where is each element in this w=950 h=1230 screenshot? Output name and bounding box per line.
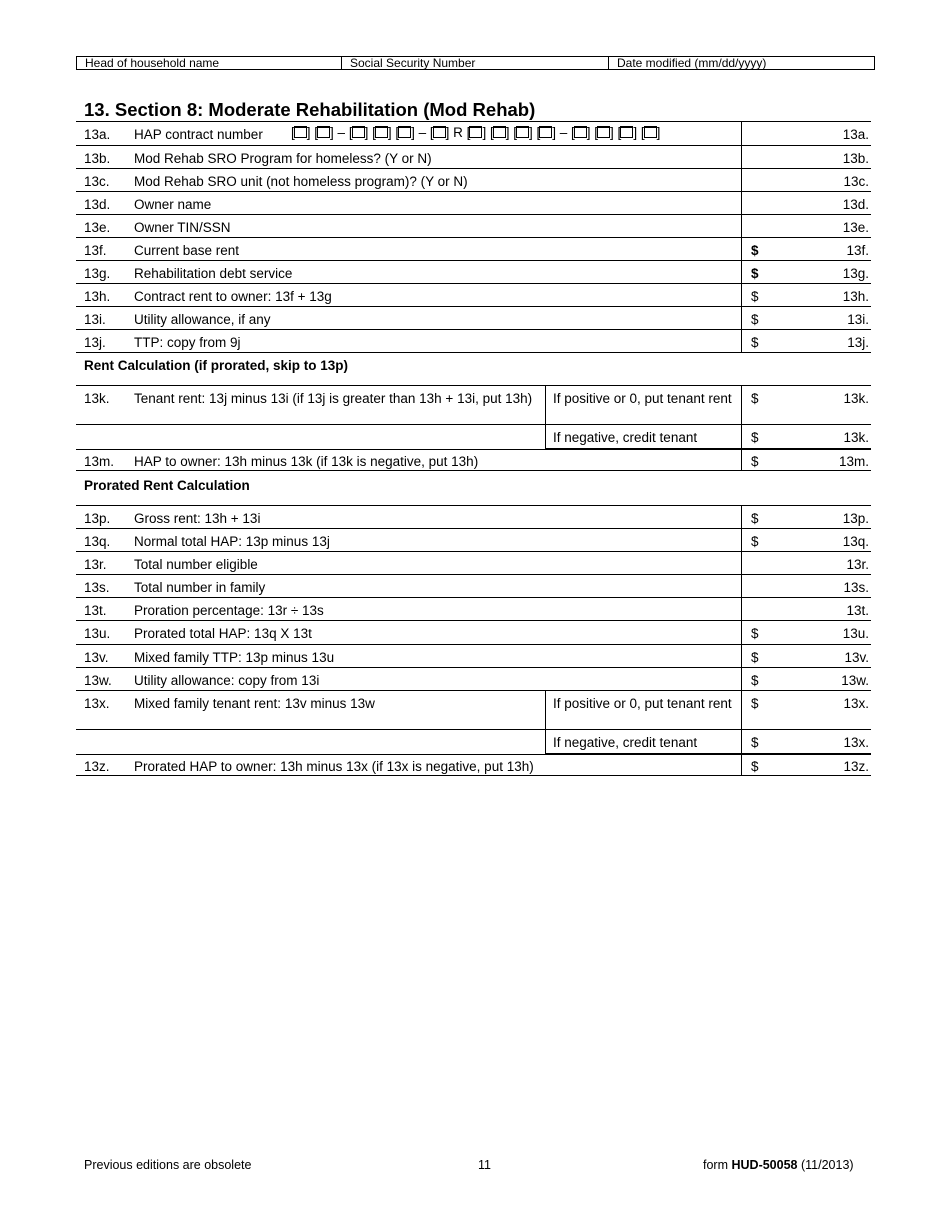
amount-cell[interactable] xyxy=(741,621,872,645)
row-ref: 13g. xyxy=(842,266,869,281)
row-number: 13x. xyxy=(84,696,110,711)
row-13b xyxy=(76,146,871,169)
row-label: Owner TIN/SSN xyxy=(134,220,231,235)
dollar-sign: $ xyxy=(751,266,759,281)
row-ref: 13a. xyxy=(842,127,869,142)
row-label: Prorated HAP to owner: 13h minus 13x (if 13x is negative, put 13h) xyxy=(134,759,534,774)
amount-cell[interactable] xyxy=(741,645,872,668)
dollar-sign: $ xyxy=(751,243,759,258)
row-label: Rehabilitation debt service xyxy=(134,266,293,281)
row-ref: 13b. xyxy=(842,151,869,166)
dollar-sign: $ xyxy=(751,511,759,526)
prorated-rent-heading: Prorated Rent Calculation xyxy=(84,478,250,493)
row-13x-positive xyxy=(76,691,871,730)
row-ref: 13p. xyxy=(842,511,869,526)
row-label: Owner name xyxy=(134,197,212,212)
row-13e xyxy=(76,215,871,238)
rent-calculation-heading: Rent Calculation (if prorated, skip to 13p) xyxy=(84,358,349,373)
row-ref: 13d. xyxy=(842,197,869,212)
row-number: 13i. xyxy=(84,312,106,327)
amount-cell[interactable] xyxy=(741,425,872,449)
row-ref: 13c. xyxy=(843,174,869,189)
amount-cell[interactable] xyxy=(741,529,872,552)
row-number: 13t. xyxy=(84,603,107,618)
amount-cell[interactable] xyxy=(741,552,872,575)
row-ref: 13w. xyxy=(841,673,869,688)
row-ref: 13t. xyxy=(846,603,869,618)
dollar-sign: $ xyxy=(751,735,759,750)
amount-cell[interactable] xyxy=(741,668,872,691)
amount-cell[interactable] xyxy=(741,330,872,353)
row-13h xyxy=(76,284,871,307)
dollar-sign: $ xyxy=(751,335,759,350)
row-13q xyxy=(76,529,871,552)
dollar-sign: $ xyxy=(751,430,759,445)
amount-cell[interactable] xyxy=(741,146,872,169)
dollar-sign: $ xyxy=(751,626,759,641)
condition-label: If positive or 0, put tenant rent xyxy=(553,391,732,406)
row-ref: 13f. xyxy=(846,243,869,258)
row-label: Mod Rehab SRO Program for homeless? (Y or N) xyxy=(134,151,432,166)
row-13g xyxy=(76,261,871,284)
row-13v xyxy=(76,645,871,668)
row-ref: 13r. xyxy=(846,557,869,572)
dollar-sign: $ xyxy=(751,759,759,774)
row-ref: 13v. xyxy=(844,650,869,665)
row-label: Mixed family tenant rent: 13v minus 13w xyxy=(134,696,375,711)
row-13t xyxy=(76,598,871,621)
amount-cell[interactable] xyxy=(741,691,872,730)
condition-cell xyxy=(545,386,742,425)
condition-label: If negative, credit tenant xyxy=(553,430,698,445)
amount-cell[interactable] xyxy=(741,598,872,621)
row-number: 13r. xyxy=(84,557,107,572)
row-label: Tenant rent: 13j minus 13i (if 13j is greater than 13h + 13i, put 13h) xyxy=(134,391,533,406)
dollar-sign: $ xyxy=(751,289,759,304)
row-number: 13k. xyxy=(84,391,110,406)
row-13j xyxy=(76,330,871,353)
row-number: 13m. xyxy=(84,454,115,469)
row-number: 13c. xyxy=(84,174,110,189)
row-label: Proration percentage: 13r ÷ 13s xyxy=(134,603,324,618)
row-number: 13d. xyxy=(84,197,111,212)
condition-cell xyxy=(545,425,742,449)
row-13z xyxy=(76,754,871,776)
form-id xyxy=(703,1158,854,1172)
condition-label: If negative, credit tenant xyxy=(553,735,698,750)
row-ref: 13x. xyxy=(843,735,869,750)
condition-cell xyxy=(545,730,742,754)
amount-cell[interactable] xyxy=(741,238,872,261)
row-label: Contract rent to owner: 13f + 13g xyxy=(134,289,332,304)
row-ref: 13e. xyxy=(842,220,869,235)
dollar-sign: $ xyxy=(751,534,759,549)
amount-cell[interactable] xyxy=(741,169,872,192)
row-13r xyxy=(76,552,871,575)
row-13i xyxy=(76,307,871,330)
footer-obsolete-note: Previous editions are obsolete xyxy=(84,1158,252,1172)
row-13d xyxy=(76,192,871,215)
row-label: Prorated total HAP: 13q X 13t xyxy=(134,626,312,641)
row-number: 13j. xyxy=(84,335,106,350)
row-13f xyxy=(76,238,871,261)
amount-cell[interactable] xyxy=(741,730,872,754)
dollar-sign: $ xyxy=(751,696,759,711)
row-ref: 13k. xyxy=(843,391,869,406)
form-prefix: form xyxy=(703,1158,728,1172)
row-ref: 13m. xyxy=(838,454,869,469)
row-ref: 13k. xyxy=(843,430,869,445)
row-label: Total number in family xyxy=(134,580,266,595)
date-modified-field[interactable]: Date modified (mm/dd/yyyy) xyxy=(617,56,767,70)
form-number: HUD-50058 xyxy=(731,1158,798,1172)
row-label: Current base rent xyxy=(134,243,240,258)
row-ref: 13x. xyxy=(843,696,869,711)
dollar-sign: $ xyxy=(751,673,759,688)
row-number: 13g. xyxy=(84,266,111,281)
row-number: 13u. xyxy=(84,626,111,641)
row-ref: 13i. xyxy=(847,312,869,327)
row-13k-negative xyxy=(545,425,871,449)
row-number: 13f. xyxy=(84,243,107,258)
ssn-field[interactable]: Social Security Number xyxy=(342,57,609,69)
row-13k-positive xyxy=(76,386,871,425)
amount-cell[interactable] xyxy=(741,449,872,471)
row-label: HAP contract number xyxy=(134,127,263,142)
row-13u xyxy=(76,621,871,645)
amount-cell[interactable] xyxy=(741,307,872,330)
row-number: 13a. xyxy=(84,127,111,142)
condition-label: If positive or 0, put tenant rent xyxy=(553,696,732,711)
row-label: Gross rent: 13h + 13i xyxy=(134,511,261,526)
row-13m xyxy=(76,449,871,471)
form-date: (11/2013) xyxy=(800,1158,854,1172)
row-13s xyxy=(76,575,871,598)
section-title: 13. Section 8: Moderate Rehabilitation (Mod Rehab) xyxy=(84,99,536,120)
row-number: 13w. xyxy=(84,673,112,688)
row-label: HAP to owner: 13h minus 13k (if 13k is negative, put 13h) xyxy=(134,454,479,469)
row-number: 13v. xyxy=(84,650,109,665)
row-ref: 13z. xyxy=(843,759,869,774)
hap-contract-number-boxes[interactable]: [ ] [ ] – [ ] [ ] [ ] – [ ] R [ ] [ ] [ ] [ ] – [ ] [ ] [ ] [ ] xyxy=(291,125,661,140)
row-label: Utility allowance, if any xyxy=(134,312,271,327)
row-ref: 13s. xyxy=(843,580,869,595)
row-13w xyxy=(76,668,871,691)
amount-cell[interactable] xyxy=(741,284,872,307)
dollar-sign: $ xyxy=(751,454,759,469)
dollar-sign: $ xyxy=(751,312,759,327)
row-ref: 13h. xyxy=(842,289,869,304)
row-label: Utility allowance: copy from 13i xyxy=(134,673,320,688)
household-header xyxy=(76,56,875,70)
row-number: 13q. xyxy=(84,534,111,549)
amount-cell[interactable] xyxy=(741,575,872,598)
row-number: 13h. xyxy=(84,289,111,304)
row-label: Mod Rehab SRO unit (not homeless program)? (Y or N) xyxy=(134,174,468,189)
amount-cell[interactable] xyxy=(741,215,872,238)
row-ref: 13j. xyxy=(847,335,869,350)
row-number: 13z. xyxy=(84,759,110,774)
row-13x-negative xyxy=(545,730,871,754)
amount-cell[interactable] xyxy=(741,261,872,284)
row-number: 13p. xyxy=(84,511,111,526)
row-label: TTP: copy from 9j xyxy=(134,335,241,350)
amount-cell[interactable] xyxy=(741,122,872,146)
row-number: 13e. xyxy=(84,220,111,235)
condition-cell xyxy=(545,691,742,730)
row-13p xyxy=(76,506,871,529)
amount-cell[interactable] xyxy=(741,755,872,776)
amount-cell[interactable] xyxy=(741,386,872,425)
head-of-household-field[interactable]: Head of household name xyxy=(77,57,342,69)
row-label: Mixed family TTP: 13p minus 13u xyxy=(134,650,335,665)
row-ref: 13q. xyxy=(842,534,869,549)
dollar-sign: $ xyxy=(751,391,759,406)
dollar-sign: $ xyxy=(751,650,759,665)
row-13a xyxy=(76,122,871,146)
row-ref: 13u. xyxy=(842,626,869,641)
page-number: 11 xyxy=(478,1158,491,1172)
row-13c xyxy=(76,169,871,192)
row-number: 13s. xyxy=(84,580,110,595)
amount-cell[interactable] xyxy=(741,506,872,529)
row-label: Total number eligible xyxy=(134,557,258,572)
row-label: Normal total HAP: 13p minus 13j xyxy=(134,534,330,549)
row-number: 13b. xyxy=(84,151,111,166)
amount-cell[interactable] xyxy=(741,192,872,215)
